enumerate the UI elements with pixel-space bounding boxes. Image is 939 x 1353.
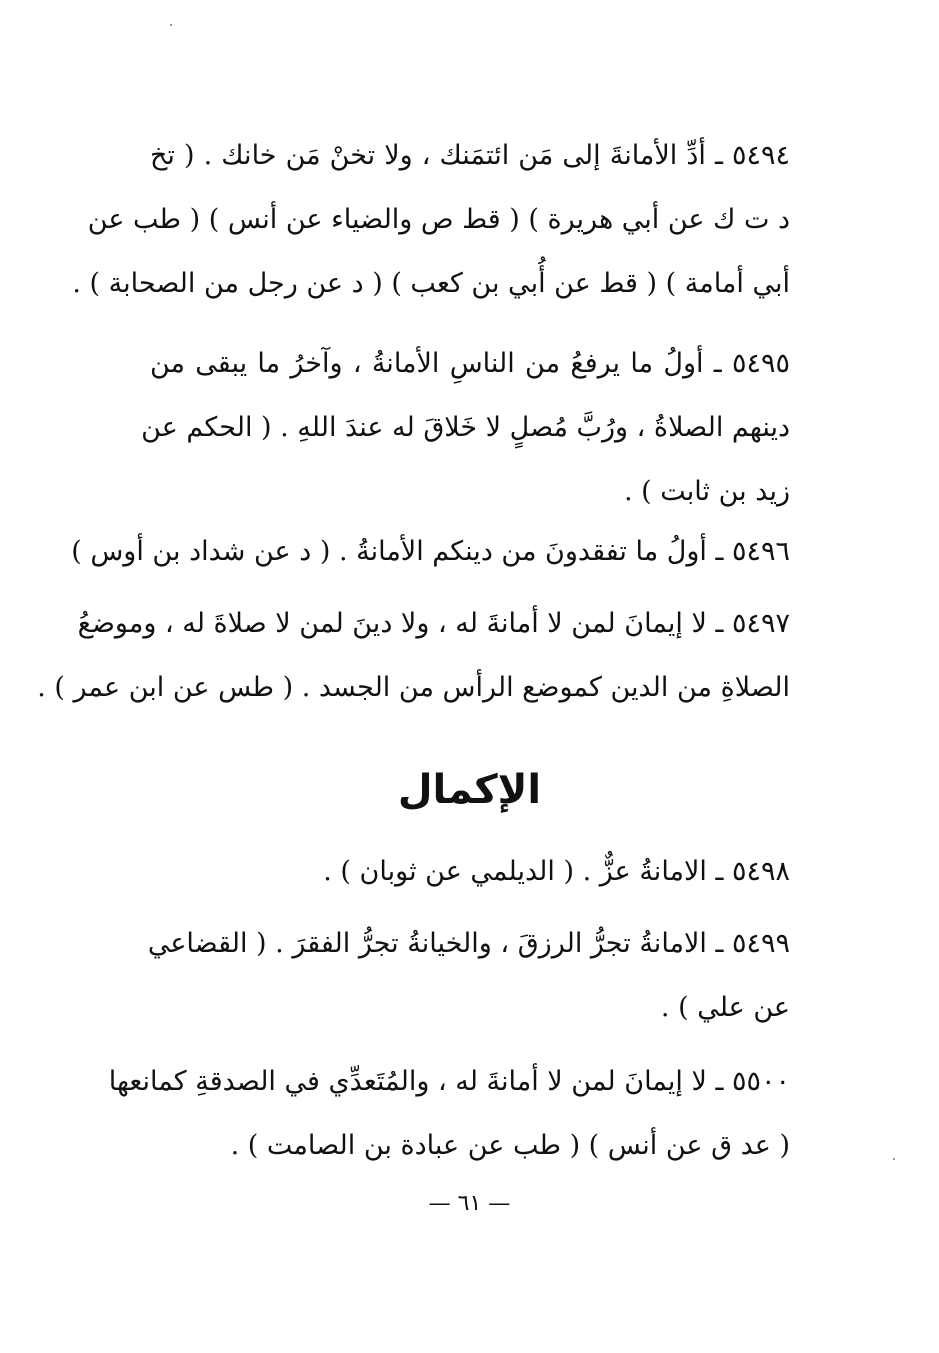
hadith-entry-5497 — [37, 592, 790, 720]
hadith-entry-5495 — [141, 332, 790, 524]
hadith-entry-5500 — [108, 1050, 790, 1178]
entry-line: ٥٥٠٠ ـ لا إيمانَ لمن لا أمانةَ له ، والمُتَعدِّي في الصدقةِ كمانعها — [108, 1066, 790, 1097]
section-heading: الإكمال — [397, 767, 542, 813]
hadith-entry-5498 — [150, 840, 790, 904]
entry-line: زيد بن ثابت ) . — [623, 476, 790, 507]
entry-line: د ت ك عن أبي هريرة ) ( قط ص والضياء عن أنس ) ( طب عن — [87, 204, 790, 235]
hadith-entry-5499 — [147, 912, 790, 1040]
scan-speck — [893, 1158, 895, 1160]
entry-line: ( عد ق عن أنس ) ( طب عن عبادة بن الصامت ) . — [230, 1130, 790, 1161]
entry-line: ٥٤٩٥ ـ أولُ ما يرفعُ من الناسِ الأمانةُ ، وآخرُ ما يبقى من — [150, 348, 790, 379]
entry-line: عن علي ) . — [660, 992, 790, 1023]
scan-speck — [170, 24, 172, 26]
hadith-entry-5494 — [72, 124, 790, 316]
entry-line: ٥٤٩٩ ـ الامانةُ تجرُّ الرزقَ ، والخيانةُ تجرُّ الفقرَ . ( القضاعي — [147, 928, 790, 959]
entry-line: ٥٤٩٧ ـ لا إيمانَ لمن لا أمانةَ له ، ولا دينَ لمن لا صلاةَ له ، وموضعُ — [77, 608, 790, 639]
entry-line: الصلاةِ من الدين كموضع الرأس من الجسد . ( طس عن ابن عمر ) . — [37, 672, 790, 703]
hadith-entry-5496 — [71, 520, 790, 584]
entry-line: ٥٤٩٦ ـ أولُ ما تفقدونَ من دينكم الأمانةُ . ( د عن شداد بن أوس ) — [71, 536, 790, 567]
entry-line: ٥٤٩٨ ـ الامانةُ عزٌّ . ( الديلمي عن ثوبان ) . — [323, 856, 790, 887]
entry-line: أبي أمامة ) ( قط عن أُبي بن كعب ) ( د عن رجل من الصحابة ) . — [72, 268, 790, 299]
page-number: — ٦١ — — [428, 1191, 511, 1216]
entry-line: دينهم الصلاةُ ، ورُبَّ مُصلٍ لا خَلاقَ له عندَ اللهِ . ( الحكم عن — [141, 412, 790, 443]
entry-line: ٥٤٩٤ ـ أدِّ الأمانةَ إلى مَن ائتمَنك ، ولا تخنْ مَن خانك . ( تخ — [150, 140, 790, 171]
